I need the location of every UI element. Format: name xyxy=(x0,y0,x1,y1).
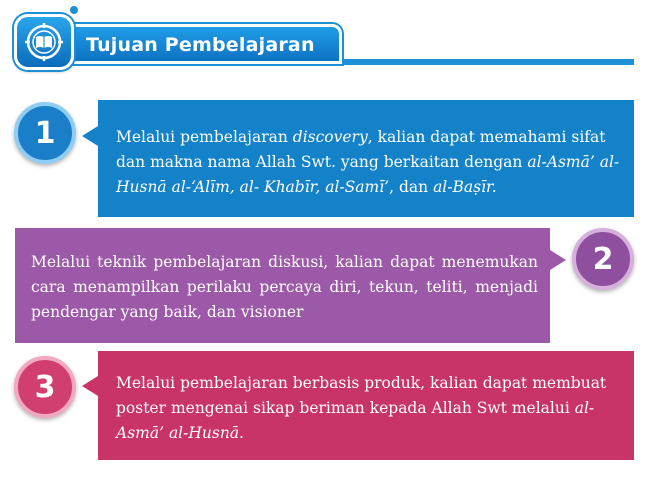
objective-box-1 xyxy=(98,100,634,217)
objective-1-italic-part: al-Baṣīr. xyxy=(433,178,497,196)
objective-text-1 xyxy=(116,125,620,200)
objective-1-text-part: , dan xyxy=(389,178,434,196)
objective-text-3 xyxy=(116,371,620,446)
number-badge-2: 2 xyxy=(572,228,634,290)
box-2-pointer xyxy=(550,250,566,270)
number-badge-3: 3 xyxy=(14,356,76,418)
objective-text-2 xyxy=(31,250,538,325)
objective-1-text-part: , kalian dapat memahami sifat dan makna nama Allah Swt. yang berkaitan dengan xyxy=(116,128,606,171)
page-title: Tujuan Pembelajaran xyxy=(86,34,315,56)
objective-1-italic-part: al-Asmā’ al-Husnā al-‘Alīm, al- Khabīr, al-Samī’ xyxy=(116,153,620,196)
objective-3-text-part: Melalui pembelajaran berbasis produk, kalian dapat membuat poster mengenai sikap beriman kepada Allah Swt melalui xyxy=(116,374,607,417)
objective-1-italic-part: discovery xyxy=(292,128,368,146)
objective-box-2 xyxy=(15,228,550,343)
logo-dot xyxy=(70,6,78,14)
objective-2-text-part: Melalui teknik pembelajaran diskusi, kalian dapat menemukan cara menampilkan perilaku percaya diri, tekun, teliti, menjadi pendengar yang baik, dan visioner xyxy=(31,253,538,321)
logo-badge xyxy=(14,14,74,70)
objective-1-text-part: Melalui pembelajaran xyxy=(116,128,293,146)
number-badge-1: 1 xyxy=(14,102,76,164)
box-1-pointer xyxy=(82,126,98,146)
box-3-pointer xyxy=(82,376,98,396)
objective-box-3 xyxy=(98,351,634,460)
book-compass-icon xyxy=(24,22,64,62)
objective-3-italic-part: al-Asmā’ al-Husnā. xyxy=(116,399,595,442)
